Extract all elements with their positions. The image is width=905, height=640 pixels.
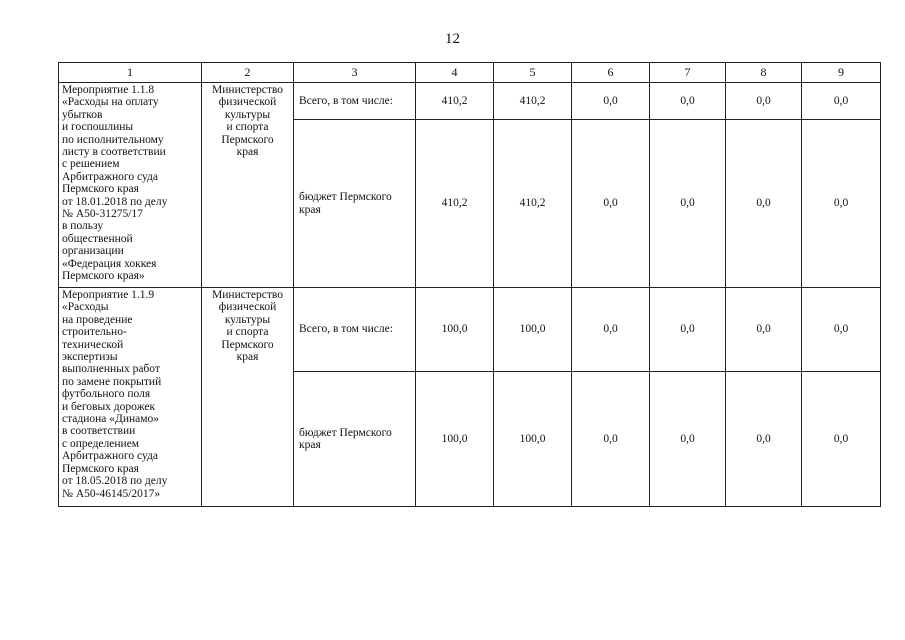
activity-name-line: от 18.05.2018 по делу: [62, 475, 168, 488]
activity-name-line: Пермского края: [62, 462, 139, 475]
amount-cell: 100,0: [494, 288, 572, 372]
activity-name-line: Мероприятие 1.1.9: [62, 289, 155, 301]
column-number: 1: [59, 63, 202, 83]
amount-cell: 0,0: [572, 83, 650, 120]
executor-cell: [202, 83, 294, 288]
amount-cell: 0,0: [572, 120, 650, 288]
funding-source-cell: Всего, в том числе:: [294, 83, 416, 120]
amount-cell: 0,0: [802, 120, 881, 288]
executor-line: культуры: [224, 108, 271, 121]
amount-cell: 410,2: [416, 120, 494, 288]
executor-line: края: [236, 146, 259, 159]
activity-name-line: с определением: [62, 437, 140, 450]
table-header-row: [59, 63, 881, 83]
amount-cell: 0,0: [572, 372, 650, 507]
executor-cell: [202, 288, 294, 507]
amount-cell: 0,0: [726, 288, 802, 372]
funding-source-cell: бюджет Пермского края: [294, 372, 416, 507]
activity-name-line: стадиона «Динамо»: [62, 413, 160, 426]
activity-name-line: убытков: [62, 108, 103, 121]
activity-name-line: выполненных работ: [62, 363, 160, 376]
column-number: 8: [726, 63, 802, 83]
activity-name-cell: [59, 83, 202, 288]
amount-cell: 100,0: [416, 288, 494, 372]
activity-name-line: и госпошлины: [62, 121, 134, 134]
column-number: 2: [202, 63, 294, 83]
amount-cell: 0,0: [572, 288, 650, 372]
amount-cell: 0,0: [726, 372, 802, 507]
activity-name-line: Арбитражного суда: [62, 170, 158, 183]
column-number: 6: [572, 63, 650, 83]
table-row: [59, 288, 881, 372]
activity-name-line: экспертизы: [62, 351, 118, 364]
executor-line: и спорта: [226, 326, 269, 339]
funding-source-cell: бюджет Пермского края: [294, 120, 416, 288]
activity-name-line: в соответствии: [62, 425, 136, 438]
activity-name-line: строительно-: [62, 326, 127, 339]
executor-line: Пермского: [221, 133, 274, 146]
executor-line: культуры: [224, 313, 271, 326]
activity-name-line: № А50-46145/2017»: [62, 487, 161, 500]
amount-cell: 0,0: [726, 120, 802, 288]
column-number: 7: [650, 63, 726, 83]
activity-name-line: Арбитражного суда: [62, 450, 158, 463]
activity-name-line: № А50-31275/17: [62, 208, 143, 221]
amount-cell: 0,0: [650, 120, 726, 288]
activity-name-line: по замене покрытий: [62, 375, 162, 388]
amount-cell: 0,0: [726, 83, 802, 120]
activity-name-line: на проведение: [62, 313, 133, 326]
amount-cell: 410,2: [494, 83, 572, 120]
activity-name-line: листу в соответствии: [62, 146, 166, 159]
activity-name-line: «Расходы: [62, 301, 109, 314]
amount-cell: 0,0: [802, 288, 881, 372]
table-row: [59, 83, 881, 120]
amount-cell: 100,0: [494, 372, 572, 507]
amount-cell: 0,0: [802, 372, 881, 507]
executor-line: Министерство: [212, 84, 283, 96]
funding-source-cell: Всего, в том числе:: [294, 288, 416, 372]
column-number: 9: [802, 63, 881, 83]
amount-cell: 0,0: [650, 372, 726, 507]
amount-cell: 0,0: [650, 288, 726, 372]
activity-name-cell: [59, 288, 202, 507]
executor-line: Пермского: [221, 338, 274, 351]
activity-name-line: от 18.01.2018 по делу: [62, 195, 168, 208]
amount-cell: 410,2: [416, 83, 494, 120]
activity-name-line: Пермского края»: [62, 270, 145, 283]
executor-line: Министерство: [212, 289, 283, 301]
activity-name-line: технической: [62, 338, 124, 351]
column-number: 4: [416, 63, 494, 83]
activity-name-line: организации: [62, 245, 124, 258]
activity-name-line: Пермского края: [62, 183, 139, 196]
activity-name-line: и беговых дорожек: [62, 400, 156, 413]
activity-name-line: Мероприятие 1.1.8: [62, 84, 155, 96]
executor-line: края: [236, 351, 259, 364]
column-number: 3: [294, 63, 416, 83]
activity-name-line: общественной: [62, 232, 133, 245]
amount-cell: 410,2: [494, 120, 572, 288]
page-number: 12: [445, 31, 460, 47]
activity-name-line: с решением: [62, 158, 120, 171]
executor-line: физической: [218, 301, 277, 314]
column-number: 5: [494, 63, 572, 83]
activity-name-line: футбольного поля: [62, 388, 151, 401]
executor-line: и спорта: [226, 121, 269, 134]
activity-name-line: «Расходы на оплату: [62, 96, 159, 109]
activity-name-line: в пользу: [62, 220, 104, 233]
amount-cell: 0,0: [650, 83, 726, 120]
amount-cell: 100,0: [416, 372, 494, 507]
executor-line: физической: [218, 96, 277, 109]
amount-cell: 0,0: [802, 83, 881, 120]
activity-name-line: «Федерация хоккея: [62, 257, 157, 270]
funding-table: [58, 62, 881, 507]
activity-name-line: по исполнительному: [62, 133, 164, 146]
